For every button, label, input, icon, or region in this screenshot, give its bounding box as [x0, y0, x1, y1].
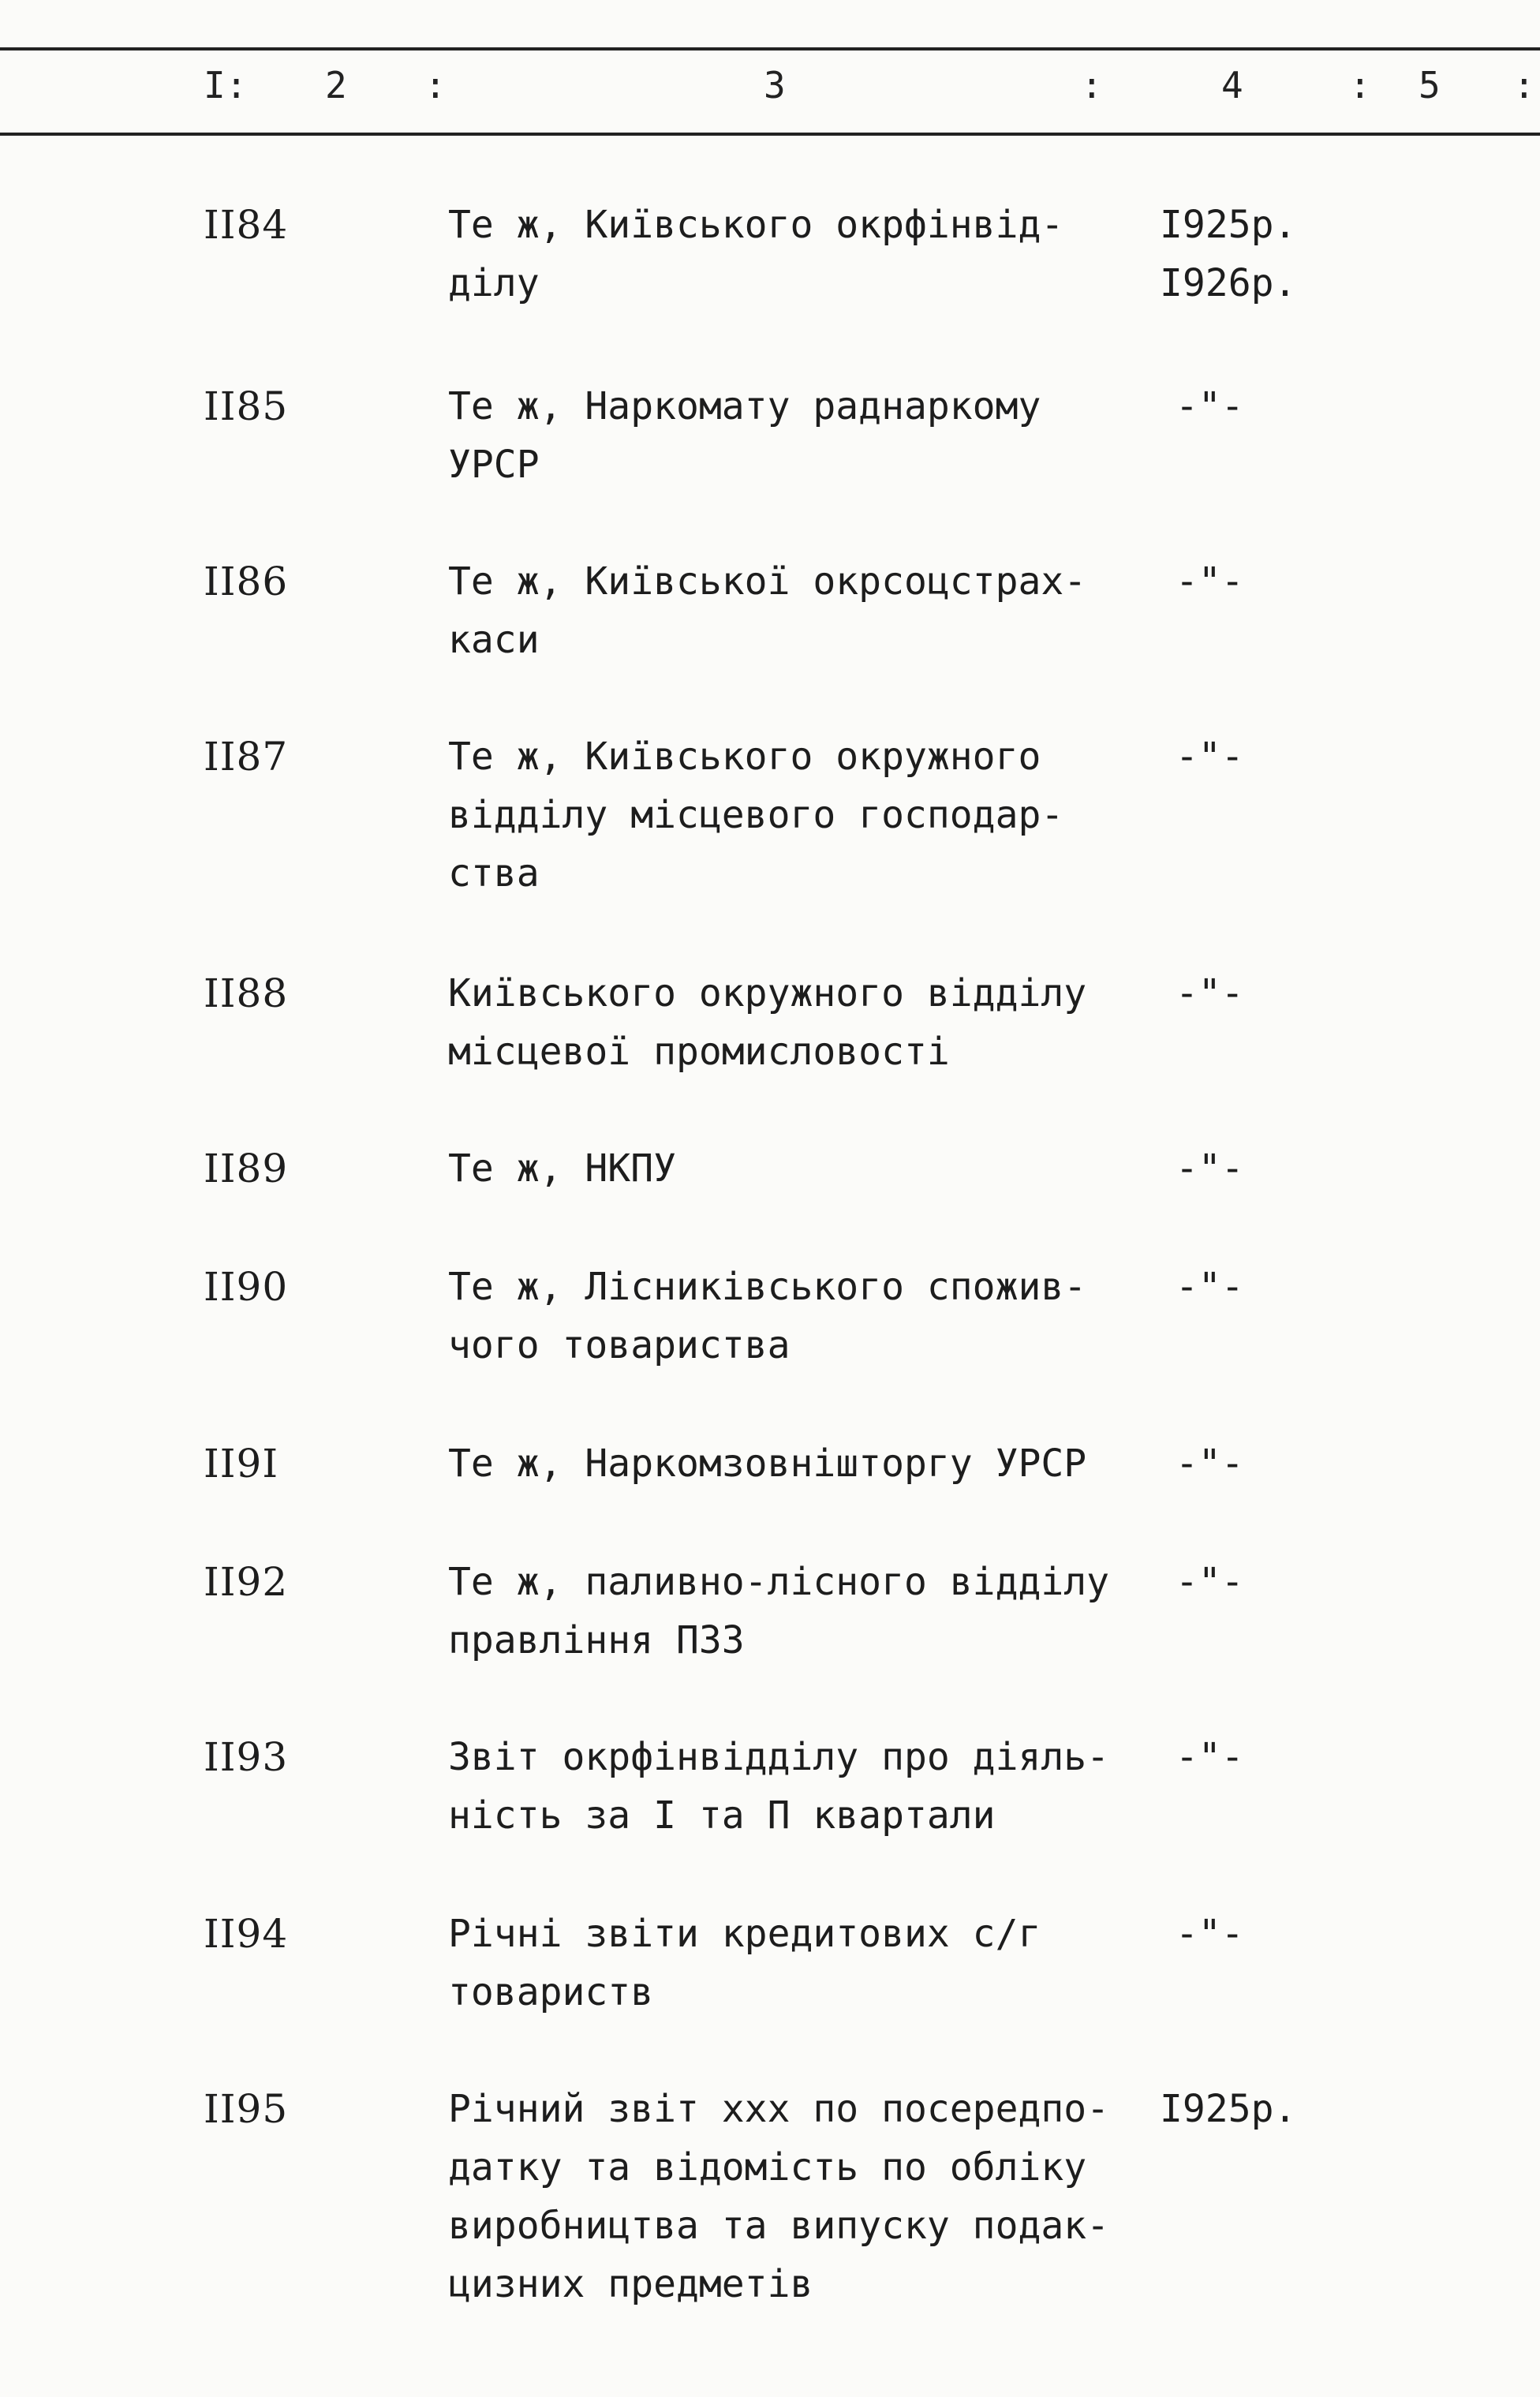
item-description: [448, 1905, 1174, 2021]
item-number: II85: [204, 383, 289, 429]
header-separator-3: :: [1349, 64, 1371, 107]
item-description: [448, 1434, 1174, 1493]
item-description: [448, 1258, 1174, 1374]
item-description: [448, 1139, 1174, 1198]
item-number: II94: [204, 1911, 289, 1957]
header-separator-4: :: [1513, 64, 1535, 107]
description-line: цизних предметів: [448, 2262, 813, 2306]
ditto-mark: -"-: [1176, 1265, 1244, 1309]
ditto-mark: -"-: [1176, 1560, 1244, 1604]
item-dates: [1176, 552, 1244, 611]
item-dates: [1160, 196, 1296, 312]
header-col-5: 5: [1419, 64, 1441, 107]
item-number: II92: [204, 1559, 289, 1605]
description-line: Річні звіти кредитових с/г: [448, 1912, 1041, 1956]
description-line: Те ж, Київського окружного: [448, 735, 1041, 779]
ditto-mark: -"-: [1176, 1912, 1244, 1956]
description-line: Те ж, НКПУ: [448, 1146, 676, 1191]
item-dates: [1176, 1905, 1244, 1963]
header-col-1: I:: [204, 64, 248, 107]
header-top-rule: [0, 47, 1540, 50]
item-dates: [1176, 1258, 1244, 1316]
item-number: II89: [204, 1146, 289, 1191]
ditto-mark: -"-: [1176, 1735, 1244, 1779]
item-number: II84: [204, 202, 289, 248]
description-line: УРСР: [448, 443, 540, 487]
item-description: [448, 964, 1174, 1081]
item-number: II90: [204, 1264, 289, 1310]
description-line: ділу: [448, 261, 540, 305]
header-col-3: 3: [764, 64, 786, 107]
description-line: каси: [448, 618, 540, 662]
header-bottom-rule: [0, 133, 1540, 136]
description-line: Те ж, паливно-лісного відділу: [448, 1560, 1110, 1604]
description-line: товариств: [448, 1970, 654, 2014]
item-number: II93: [204, 1734, 289, 1780]
description-line: відділу місцевого господар-: [448, 793, 1064, 837]
item-description: [448, 1553, 1174, 1670]
description-line: виробництва та випуску подак-: [448, 2204, 1110, 2248]
item-dates: [1176, 1434, 1244, 1493]
item-description: [448, 552, 1174, 669]
header-separator-1: :: [424, 64, 447, 107]
item-number: II86: [204, 559, 289, 604]
item-dates: [1176, 1728, 1244, 1786]
description-line: чого товариства: [448, 1323, 791, 1367]
description-line: датку та відомість по обліку: [448, 2145, 1087, 2189]
item-dates: [1176, 727, 1244, 786]
item-number: II95: [204, 2086, 289, 2132]
item-description: [448, 196, 1174, 312]
date-line: I926р.: [1160, 261, 1297, 305]
description-line: правління ПЗЗ: [448, 1618, 745, 1662]
item-description: [448, 377, 1174, 494]
description-line: ства: [448, 851, 540, 896]
description-line: місцевої промисловості: [448, 1030, 950, 1074]
item-number: II88: [204, 970, 289, 1016]
description-line: Те ж, Київської окрсоцстрах-: [448, 559, 1087, 604]
ditto-mark: -"-: [1176, 1442, 1244, 1486]
description-line: Річний звіт ххх по посередпо-: [448, 2087, 1110, 2131]
description-line: Те ж, Київського окрфінвід-: [448, 203, 1064, 247]
description-line: Те ж, Наркомату раднаркому: [448, 384, 1041, 428]
ditto-mark: -"-: [1176, 735, 1244, 779]
header-col-4: 4: [1221, 64, 1243, 107]
item-description: [448, 1728, 1174, 1845]
date-line: I925р.: [1160, 203, 1297, 247]
date-line: I925р.: [1160, 2087, 1297, 2131]
description-line: Те ж, Наркомзовнішторгу УРСР: [448, 1442, 1087, 1486]
item-description: [448, 2080, 1174, 2313]
description-line: Те ж, Лісниківського спожив-: [448, 1265, 1087, 1309]
item-number: II87: [204, 734, 289, 780]
item-dates: [1176, 377, 1244, 436]
ditto-mark: -"-: [1176, 559, 1244, 604]
header-col-2: 2: [325, 64, 347, 107]
item-dates: [1176, 1139, 1244, 1198]
ditto-mark: -"-: [1176, 971, 1244, 1015]
header-separator-2: :: [1081, 64, 1103, 107]
item-description: [448, 727, 1174, 903]
description-line: ність за I та П квартали: [448, 1793, 996, 1838]
item-dates: [1176, 964, 1244, 1023]
item-number: II9I: [204, 1441, 279, 1486]
ditto-mark: -"-: [1176, 384, 1244, 428]
description-line: Звіт окрфінвідділу про діяль-: [448, 1735, 1110, 1779]
ditto-mark: -"-: [1176, 1146, 1244, 1191]
description-line: Київського окружного відділу: [448, 971, 1087, 1015]
item-dates: [1176, 1553, 1244, 1611]
item-dates: [1160, 2080, 1296, 2138]
